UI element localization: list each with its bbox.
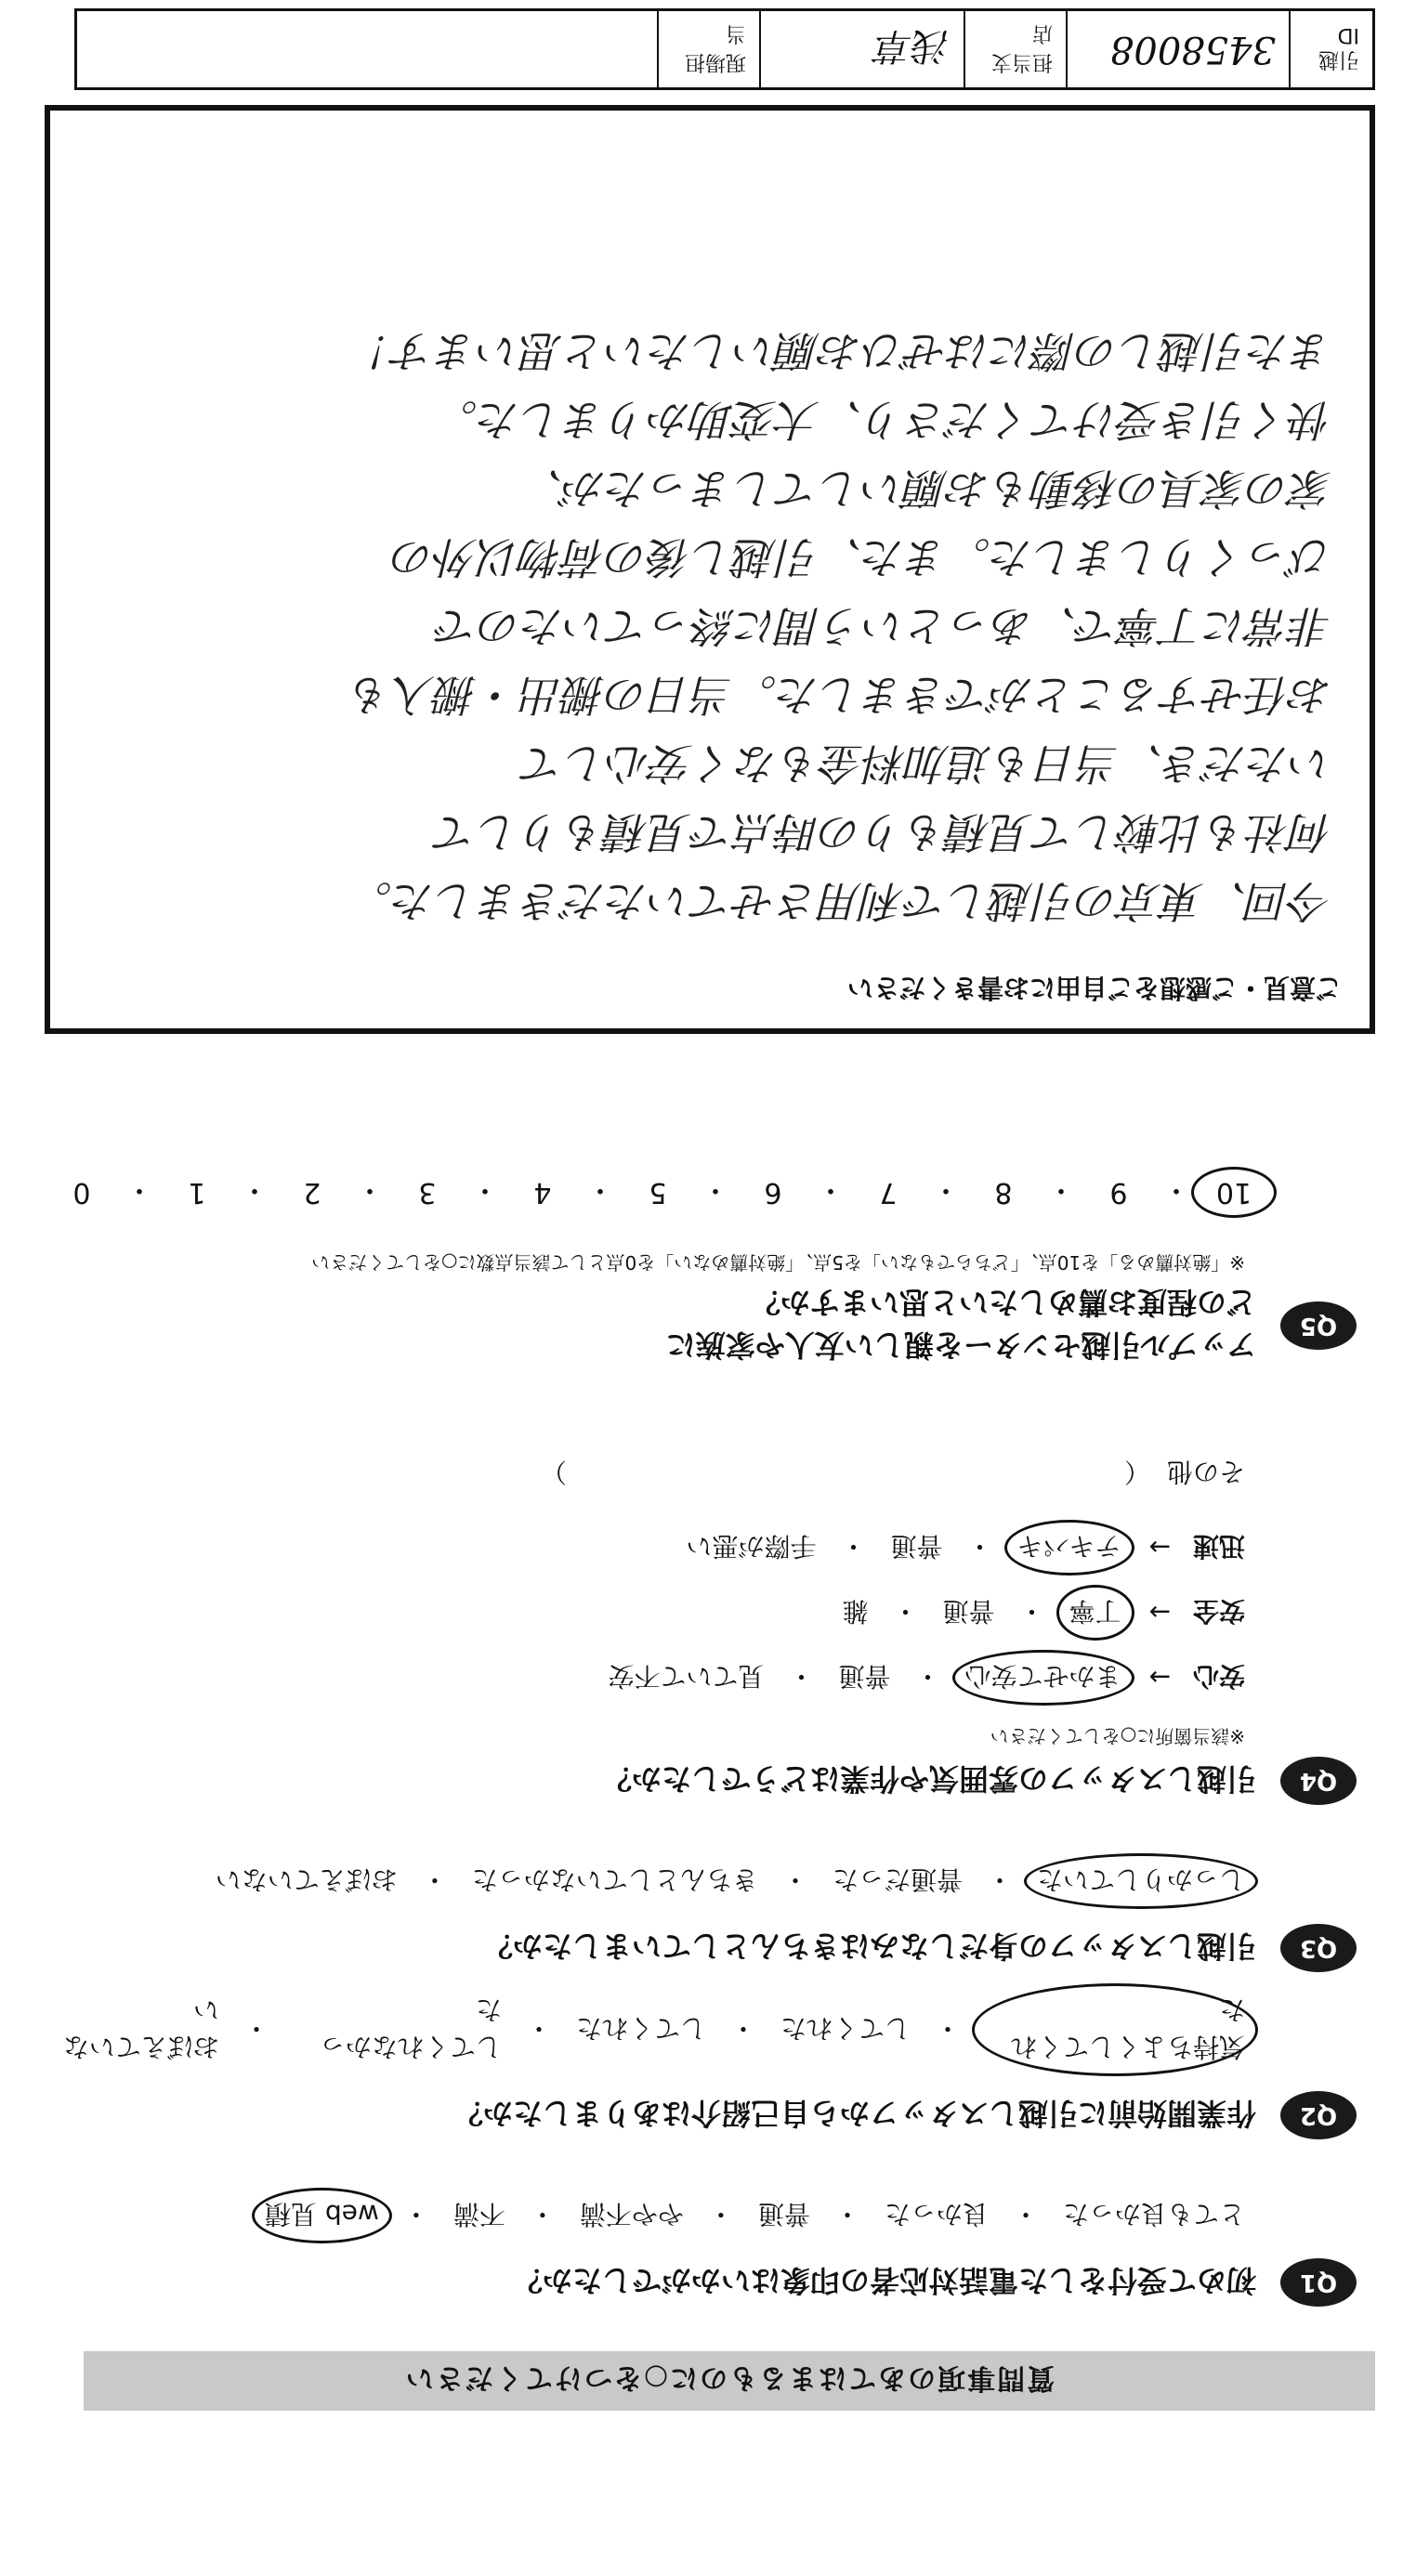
q4-other-label: その他: [1166, 1457, 1245, 1487]
option-separator: ・: [833, 2199, 860, 2229]
option-separator: ・: [892, 1596, 919, 1627]
q4-other-open: （: [1123, 1457, 1150, 1487]
q5-score-option[interactable]: 1: [188, 1176, 206, 1210]
q4-row-label: 安全: [1192, 1596, 1245, 1627]
q5-text-line2: どの程度お薦めしたいと思いますか？: [750, 1285, 1256, 1320]
q5-score-option[interactable]: 3: [418, 1176, 437, 1210]
option-separator: ・: [840, 1531, 867, 1562]
q3-option[interactable]: しっかりしていた: [1037, 1863, 1245, 1900]
q1-option[interactable]: 不満: [452, 2199, 505, 2229]
comment-line: お任せすることができました。当日の搬出・搬入も: [349, 670, 1332, 720]
q4-row: [37, 1594, 1245, 1631]
q3-option[interactable]: おぼえていない: [215, 1864, 398, 1895]
instruction-banner: 質問事項のあてはまるものに○をつけてください: [84, 2351, 1375, 2411]
q4-row-option[interactable]: 普通: [890, 1531, 943, 1562]
comment-line: 快く引き受けてくださり、大変助かりました。: [435, 395, 1332, 445]
info-bar: [74, 8, 1375, 90]
option-separator: ・: [243, 2013, 269, 2044]
option-separator: ・: [986, 1864, 1013, 1895]
q3-badge: Q3: [1280, 1924, 1357, 1972]
comment-line: また引越しの際にはぜひお願いしたいと思います！: [349, 326, 1332, 376]
option-separator: ・: [1012, 2199, 1039, 2229]
q2-text: 作業開始前に引越しスタッフから自己紹介はありましたか？: [452, 2096, 1256, 2131]
scale-separator: ・: [356, 1173, 384, 1206]
option-separator: ・: [525, 2013, 552, 2044]
q1-option[interactable]: 普通: [757, 2199, 810, 2229]
q3-option[interactable]: きちんとしていなかった: [471, 1864, 758, 1895]
q4-rows: [37, 1529, 1357, 1696]
q4-row-label: 迅速: [1192, 1531, 1245, 1562]
q4-other-close: ）: [540, 1457, 567, 1487]
q1-option[interactable]: 良かった: [884, 2199, 989, 2229]
move-id-label: 引越ID: [1289, 11, 1372, 87]
scale-separator: ・: [241, 1173, 269, 1206]
q2-option[interactable]: してくれた: [575, 2013, 706, 2044]
q4-other: [37, 1455, 1245, 1492]
q4-row-label: 安心: [1192, 1661, 1245, 1692]
branch-label: 担当支店: [964, 11, 1066, 87]
question-4: [37, 1455, 1357, 1805]
branch-value: 浅草: [759, 11, 964, 87]
q4-row-option[interactable]: テキパキ: [1017, 1529, 1121, 1566]
comment-line: 非常に丁寧で、あっという間に終っていたので: [436, 601, 1332, 651]
option-separator: ・: [729, 2013, 756, 2044]
q3-text: 引越しスタッフの身だしなみはきちんとしていましたか？: [482, 1929, 1256, 1964]
option-separator: ・: [1018, 1596, 1045, 1627]
q1-badge: Q1: [1280, 2258, 1357, 2307]
q5-score-option[interactable]: 10: [1204, 1177, 1264, 1210]
q5-text-line1: アップル引越センターを親しい友人や家族に: [665, 1327, 1256, 1363]
option-separator: ・: [402, 2199, 429, 2229]
option-separator: ・: [966, 1531, 993, 1562]
q5-score-option[interactable]: 4: [533, 1176, 552, 1210]
q5-score-option[interactable]: 7: [879, 1176, 898, 1210]
scale-separator: ・: [125, 1173, 153, 1206]
q4-row-option[interactable]: 丁寧: [1069, 1594, 1121, 1631]
option-separator: ・: [529, 2199, 556, 2229]
option-separator: ・: [788, 1661, 815, 1692]
q2-option[interactable]: してくれた: [780, 2013, 911, 2044]
q4-row-option[interactable]: 普通: [942, 1596, 995, 1627]
q4-row-option[interactable]: 雑: [842, 1596, 869, 1627]
option-separator: ・: [781, 1864, 808, 1895]
scale-separator: ・: [471, 1173, 499, 1206]
q5-badge: Q5: [1280, 1301, 1357, 1350]
arrow-right-icon: →: [1148, 1662, 1171, 1693]
option-separator: ・: [935, 2013, 962, 2044]
q4-row: [37, 1659, 1245, 1696]
comment-line: いただき、当日も追加料金もなく安心して: [521, 739, 1332, 789]
scale-separator: ・: [817, 1173, 845, 1206]
arrow-right-icon: →: [1148, 1597, 1171, 1628]
q2-option[interactable]: 気持ちよくしてくれた: [985, 1993, 1245, 2067]
q4-row-option[interactable]: 手際が悪い: [686, 1531, 817, 1562]
q4-row-option[interactable]: まかせて安心: [965, 1659, 1121, 1696]
comment-line: 何社も比較して見積もりの時点で見積もりして: [435, 807, 1332, 857]
q2-options: [37, 1993, 1245, 2067]
question-2: [37, 1993, 1357, 2139]
q1-option[interactable]: とても良かった: [1062, 2199, 1245, 2229]
site-leader-value: [77, 11, 657, 87]
q4-badge: Q4: [1280, 1757, 1357, 1805]
q4-row: [37, 1529, 1245, 1566]
q1-options: [37, 2197, 1245, 2234]
handwritten-comment: [106, 317, 1332, 935]
q4-note: ※該当箇所に○をしてください: [990, 1725, 1245, 1747]
q2-option[interactable]: してくれなかった: [319, 1994, 502, 2062]
q5-score-option[interactable]: 2: [303, 1176, 321, 1210]
option-separator: ・: [707, 2199, 734, 2229]
option-separator: ・: [421, 1864, 448, 1895]
comment-line: 今回、東京の引越しで利用させていただきました。: [349, 876, 1332, 926]
comment-title: ご意見・ご感想をご自由にお書きください: [846, 973, 1342, 1003]
move-id-value: 3458008: [1066, 11, 1289, 87]
question-5: [37, 1172, 1357, 1368]
scale-separator: ・: [1162, 1173, 1190, 1206]
q3-option[interactable]: 普通だった: [832, 1864, 963, 1895]
q4-text: 引越しスタッフの雰囲気や作業はどうでしたか？: [601, 1761, 1256, 1797]
question-1: [37, 2197, 1357, 2307]
site-leader-label: 現場担当: [657, 11, 759, 87]
q5-score-option[interactable]: 6: [764, 1176, 782, 1210]
scale-separator: ・: [702, 1173, 729, 1206]
comment-line: 家の家具の移動もお願いしてしまったが、: [520, 464, 1332, 514]
arrow-right-icon: →: [1148, 1532, 1171, 1563]
q5-score-option[interactable]: 5: [649, 1176, 667, 1210]
comment-line: びっくりしました。また、引越し後の荷物以外の: [392, 532, 1332, 582]
q5-note: ※「絶対薦める」を10点、「どちらでもない」を5点、「絶対薦めない」を0点として該当点数に○をしてください: [311, 1251, 1245, 1274]
q5-score-option[interactable]: 0: [72, 1176, 91, 1210]
option-separator: ・: [914, 1661, 941, 1692]
q5-score-option[interactable]: 9: [1109, 1176, 1128, 1210]
q4-row-option[interactable]: 普通: [838, 1661, 891, 1692]
q5-scale: [37, 1172, 1264, 1213]
q1-option[interactable]: やや不満: [579, 2199, 684, 2229]
q2-badge: Q2: [1280, 2091, 1357, 2139]
scale-separator: ・: [1047, 1173, 1075, 1206]
question-3: [37, 1863, 1357, 1972]
scale-separator: ・: [932, 1173, 960, 1206]
q2-option[interactable]: おぼえていない: [62, 1994, 219, 2062]
q5-score-option[interactable]: 8: [994, 1176, 1013, 1210]
scale-separator: ・: [586, 1173, 614, 1206]
q1-text: 初めて受付をした電話対応者の印象はいかがでしたか？: [512, 2263, 1256, 2298]
comment-box: [45, 105, 1375, 1034]
q4-row-option[interactable]: 見ていて不安: [608, 1661, 765, 1692]
q3-options: [37, 1863, 1245, 1900]
q1-option[interactable]: web 見積: [265, 2197, 379, 2234]
